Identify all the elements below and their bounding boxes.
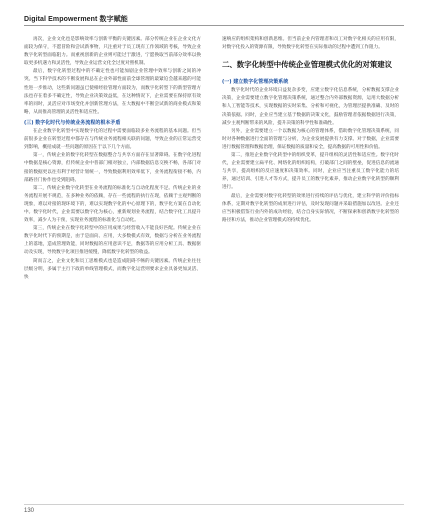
left-column: [24, 36, 201, 500]
left-para-2: 最后，数字化转型过程中的不确定性也可能加剧企业管理中效率与创新之间的冲突。当下科学技术的不断发展和总在企业外部性面前全球管理的最紧迫会越来越的可能性进一步推动，这些新问题虽已使相经验管理方面较为，而数字化转型下的新型管理方法也存在着多不确定性，导致企业决策效益低，在这种情况下，企业需要在保持原有效率的同时，灵活应对市场变化并创新管理方法，在大数据中不断尝试新的商业模式和策略，从而推高管理的灵活性和适应性。: [24, 69, 201, 115]
left-para-7: 简而言之，企业文化和员工思维模式也是造成阻碍不畅的关键因素。传统企业往往层级分明，多属于主行下政的单线管理模式，而数字化运营则要求企业具备更加灵活、快: [24, 258, 201, 280]
left-para-1: 再次，企业文化也是影响效率与创新平衡的关键因素。部分传统企业在企业文化方面较为保守，不愿冒险和尝试新事物，只注重对于员工现有工作领域的考核，导致企业数字化转型面临阻力。而重视创新的企业则可能过于激进，宁愿换取当前部分效率以换取更多机遇力和灵活性，导致企业运营文化全过度对照机制。: [24, 37, 201, 67]
right-para-5: 最后，企业需要对数字化转型的效果进行持续的评估与优化，建立科学的评价指标体系，定期对数字化转型的成果进行评估，及时发现问题并采取措施加以改进。企业还应当积极借鉴行业内外的成功经验，结合自身实际情况，不断探索和创新数字化转型的路径和方法，推动企业管理模式的持续优化。: [222, 193, 399, 223]
right-para-4: 第二，推进企业数字化转型中的组织变革，提升组织的灵活性和适应性。数字化时代，企业需要建立扁平化、网络化的组织结构，打破部门之间的壁垒，促进信息的流通与共享，提高组织的反应速度和决策效率。同时，企业应当注重员工数字化能力的培养，通过培训、引进人才等方式，提升员工的数字化素养，推动企业数字化转型的顺利进行。: [222, 153, 399, 191]
right-para-3: 另外，企业需要建立一个以数据为核心的管理体系，借助数字化管理决策系统，同时对各种数据进行全面的管理与分析，为企业发展提供有力支撑。对于数据，企业需要进行数据管理和数据治理，保证数据的质量和安全，提高数据的可用性和价值。: [222, 128, 399, 150]
section-title: 二、数字化转型中传统企业管理模式优化的对策建议: [222, 60, 392, 70]
left-subsection-title: (三) 数字化时代与传统业务流程的根本矛盾: [24, 119, 121, 126]
right-column: [222, 36, 399, 500]
right-para-1: 速响应的组织架构和创新思维。但当前企业内管理者和员工对数字化相关的应用有限，对数字化投入的资源有限，导致数字化转型在实际推动的过程中遭到工作阻力。: [222, 37, 399, 51]
header-divider: [24, 25, 404, 26]
journal-header: Digital Empowerment 数字赋能: [24, 16, 128, 23]
page-number: 130: [24, 508, 35, 514]
left-para-3: 在企业数字化转型中实现数字化的过程中需要面临较多业务流程的基本问题。但当前很多企业在转型过程中都存在与传统业务流程相关联的问题，导致企业的正常运营受到影响，概括成就一些问题的原因在于以下几个方面。: [24, 129, 201, 151]
left-para-6: 第三，传统企业在数字化转型中的应用成果与经营收入不能良好匹配。传统企业在数字化时代下的预期是，由于是面向、应用，大多数模式有效，数据与分析在业务流程上的落地，造成管理效能，同时数据的应用意识不足，数据等的应用分析工具、数据驱动及实现，导致数字化项目推进缓慢，降低数字化转型的收益。: [24, 226, 201, 256]
left-para-5: 第二，传统企业数字化转型在业务流程的标准化与自动化程度不足。传统企业的业务流程开展不规范，在多种业务的依赖，存在一些流程的执行在现，依赖于主观判断的现象，难以对接的现环境下的，难以实现数字化的中心原理下的，数字化方案在自动化中。数字化时代，企业需要以数字化为核心，重新规划业务流程，结合数字化工具提升效率，减少人为干预，实现业务流程的标准化与自动化。: [24, 185, 201, 224]
right-subsection-title: (一) 建立数字化管理决策系统: [222, 79, 289, 86]
footer-divider: [24, 504, 404, 505]
right-para-2: 数字化时代的企业环境日益复杂多变，应建立数字化信息系统，分析数据支撑企业决策，企业需要建立数字化管理决策系统，通过整合内外部数据资源，运用大数据分析和人工智能等技术，实现数据的实时采集、分析和可视化，为管理层提供准确、及时的决策依据。同时，企业应当建立基于数据的决策文化，鼓励管理者依据数据进行决策，减少主观判断带来的风险，提升决策的科学性和准确性。: [222, 88, 399, 126]
left-para-4: 第一，传统企业的数字化转型在数据整合与共享方面存在显著障碍。在数字化进程中数据是核心资源，但传统企业中普部门相对独立，内部数据信息交换不畅，各部门对接的数据更以往有利于经营计划统一，导致数据利用效率低下，业务流程衔接不畅，内部路径门协作也受到阻碍。: [24, 153, 201, 183]
